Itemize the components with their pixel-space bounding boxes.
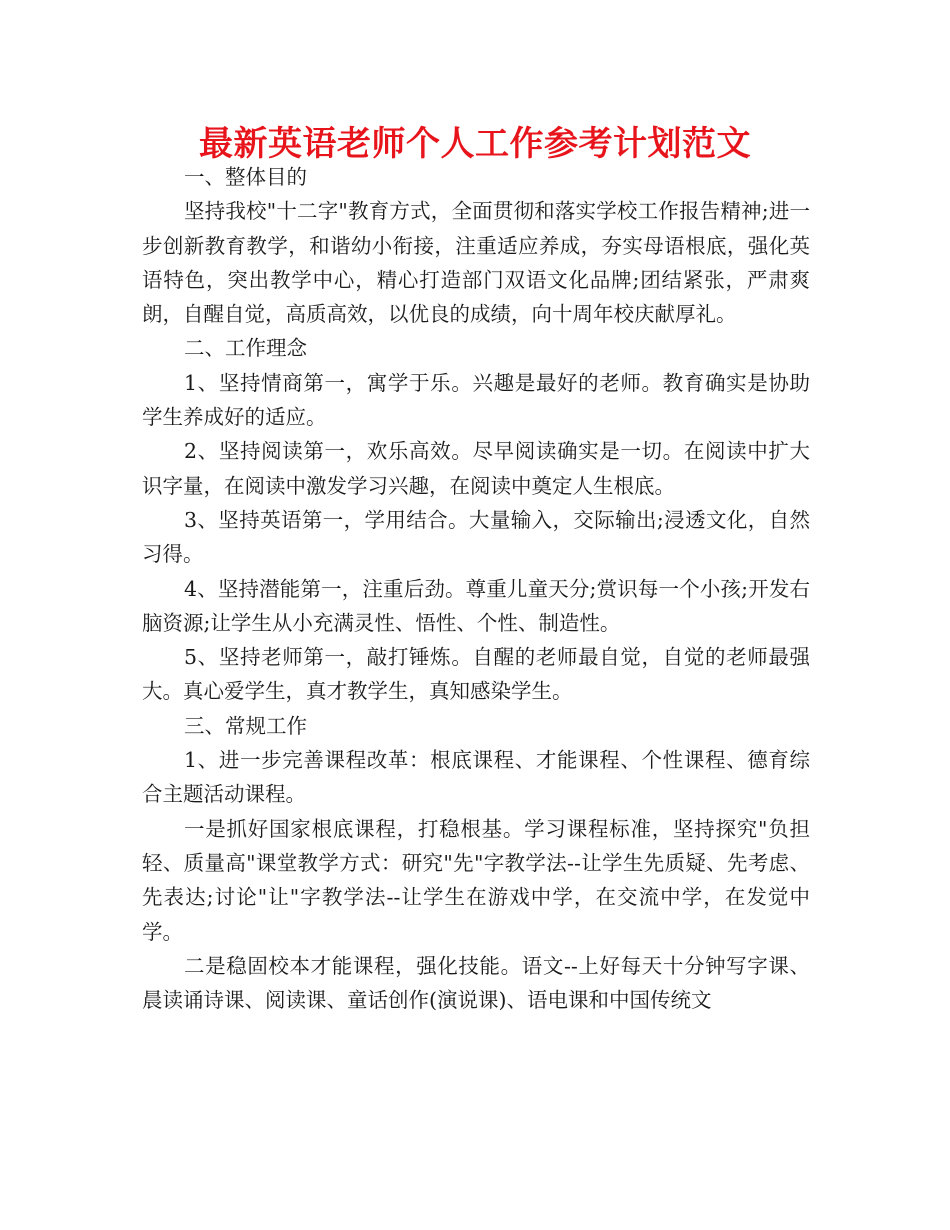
paragraph-routine-skill-course: 二是稳固校本才能课程，强化技能。语文--上好每天十分钟写字课、晨读诵诗课、阅读课、童话创作(演说课)、语电课和中国传统文 [142,953,810,1013]
document-title: 最新英语老师个人工作参考计划范文 [199,124,751,164]
paragraph-principle-1: 1、坚持情商第一，寓学于乐。兴趣是最好的老师。教育确实是协助学生养成好的适应。 [142,370,810,430]
section-heading-3: 三、常规工作 [184,713,307,738]
paragraph-principle-4: 4、坚持潜能第一，注重后劲。尊重儿童天分;赏识每一个小孩;开发右脑资源;让学生从小充满灵性、悟性、个性、制造性。 [142,576,810,635]
document-body [142,160,810,1017]
paragraph-routine-1: 1、进一步完善课程改革：根底课程、才能课程、个性课程、德育综合主题活动课程。 [142,748,810,807]
paragraph-principle-3: 3、坚持英语第一，学用结合。大量输入，交际输出;浸透文化，自然习得。 [142,507,810,567]
paragraph-principle-5: 5、坚持老师第一，敲打锤炼。自醒的老师最自觉，自觉的老师最强大。真心爱学生，真才教学生，真知感染学生。 [142,645,810,704]
paragraph-routine-basic-course: 一是抓好国家根底课程，打稳根基。学习课程标准，坚持探究"负担轻、质量高"课堂教学方式：研究"先"字教学法--让学生先质疑、先考虑、先表达;讨论"让"字教学法--让学生在游戏中学，在交流中学，在发觉中学。 [142,816,810,944]
section-heading-2: 二、工作理念 [184,336,307,361]
section-heading-1: 一、整体目的 [184,165,307,189]
paragraph-principle-2: 2、坚持阅读第一，欢乐高效。尽早阅读确实是一切。在阅读中扩大识字量，在阅读中激发学习兴趣，在阅读中奠定人生根底。 [142,439,810,498]
paragraph-overall-goal: 坚持我校"十二字"教育方式，全面贯彻和落实学校工作报告精神;进一步创新教育教学，和谐幼小衔接，注重适应养成，夯实母语根底，强化英语特色，突出教学中心，精心打造部门双语文化品牌;团结紧张，严肃爽朗，自醒自觉，高质高效，以优良的成绩，向十周年校庆献厚礼。 [142,199,810,327]
